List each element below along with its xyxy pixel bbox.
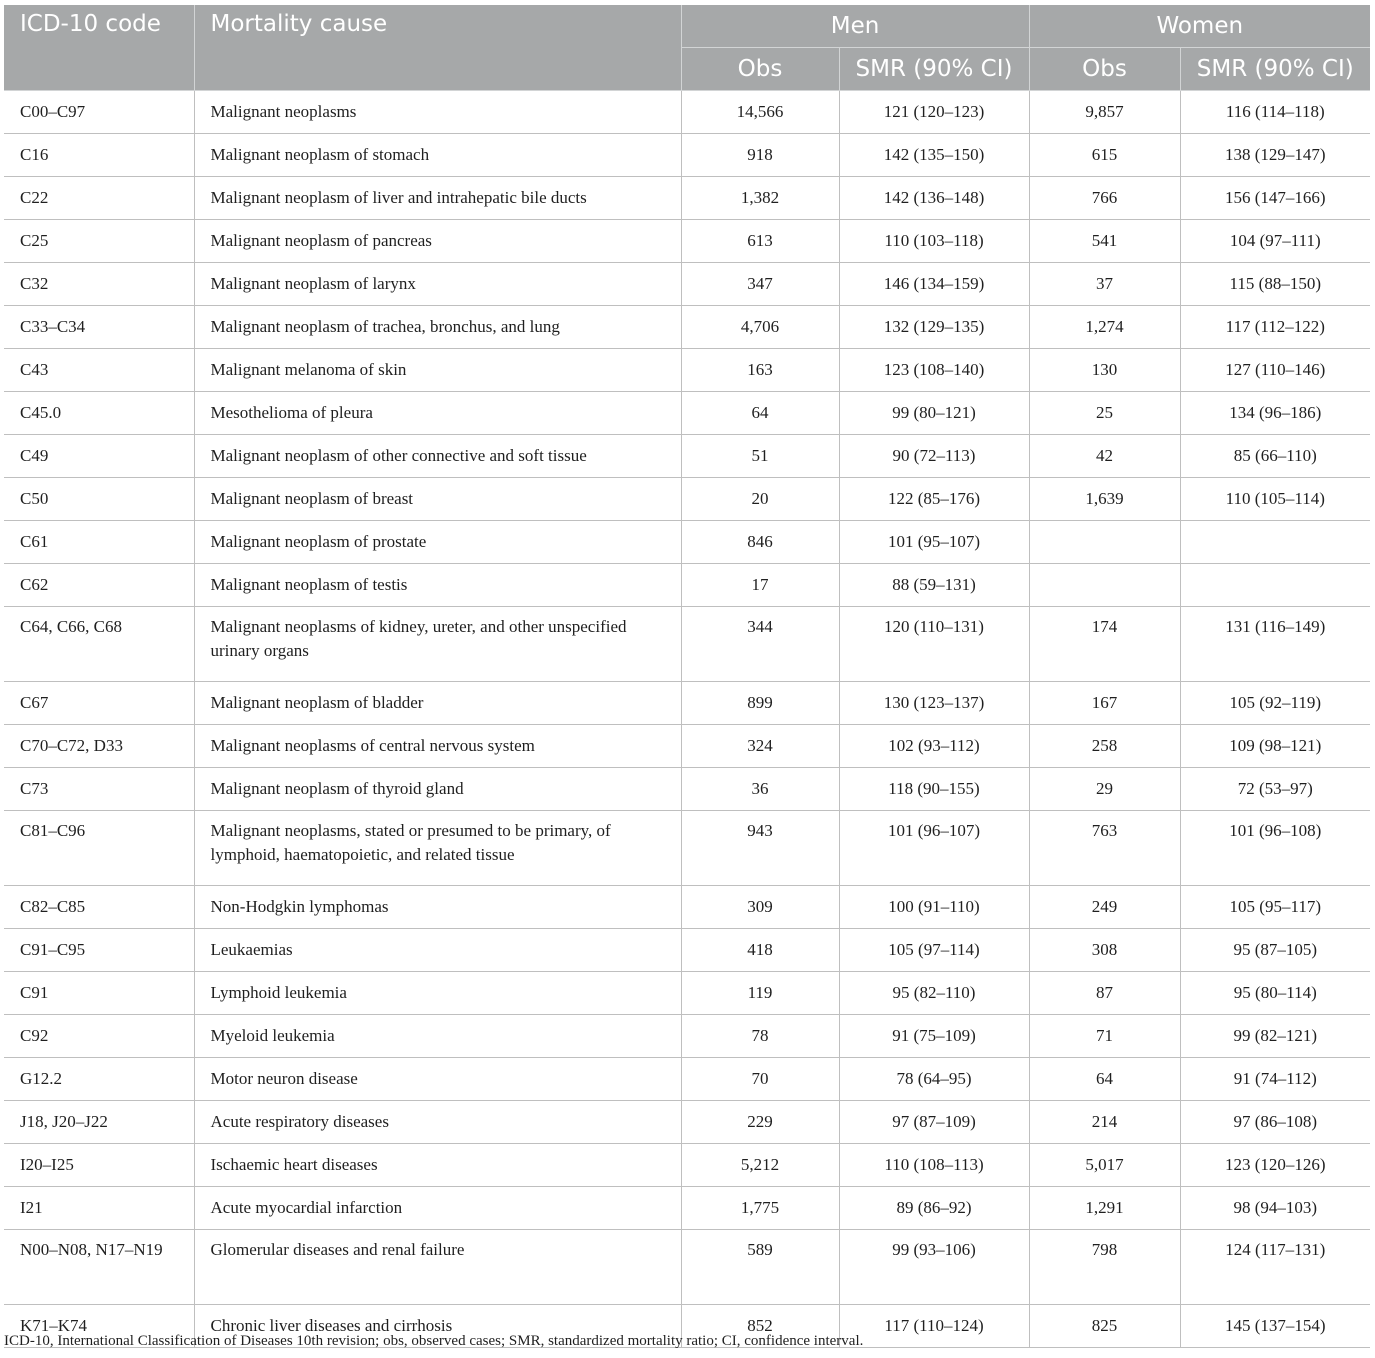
table-row <box>4 1187 1370 1230</box>
women-obs-cell: 1,274 <box>1029 306 1180 349</box>
header-men: Men <box>681 5 1029 48</box>
men-smr-cell: 89 (86–92) <box>839 1187 1029 1230</box>
men-obs-cell: 1,382 <box>681 177 839 220</box>
mortality-cause-cell: Malignant neoplasm of prostate <box>194 521 681 564</box>
women-smr-cell <box>1180 564 1370 607</box>
men-smr-cell: 123 (108–140) <box>839 349 1029 392</box>
men-obs-cell: 1,775 <box>681 1187 839 1230</box>
men-smr-cell: 118 (90–155) <box>839 768 1029 811</box>
mortality-cause-cell: Malignant neoplasm of trachea, bronchus, and lung <box>194 306 681 349</box>
men-smr-cell: 110 (103–118) <box>839 220 1029 263</box>
mortality-cause-cell: Malignant neoplasm of stomach <box>194 134 681 177</box>
men-obs-cell: 899 <box>681 682 839 725</box>
table-row <box>4 263 1370 306</box>
women-obs-cell: 87 <box>1029 972 1180 1015</box>
table-header <box>4 5 1370 91</box>
men-obs-cell: 163 <box>681 349 839 392</box>
women-smr-cell: 124 (117–131) <box>1180 1230 1370 1305</box>
women-smr-cell: 116 (114–118) <box>1180 91 1370 134</box>
women-obs-cell <box>1029 564 1180 607</box>
table-row <box>4 768 1370 811</box>
women-smr-cell: 85 (66–110) <box>1180 435 1370 478</box>
table-row <box>4 1101 1370 1144</box>
table-row <box>4 349 1370 392</box>
icd-code-cell: C43 <box>4 349 194 392</box>
women-smr-cell: 138 (129–147) <box>1180 134 1370 177</box>
women-smr-cell: 105 (92–119) <box>1180 682 1370 725</box>
table-row <box>4 435 1370 478</box>
mortality-cause-cell: Acute myocardial infarction <box>194 1187 681 1230</box>
men-obs-cell: 852 <box>681 1305 839 1348</box>
men-obs-cell: 119 <box>681 972 839 1015</box>
table-row <box>4 1144 1370 1187</box>
mortality-cause-cell: Glomerular diseases and renal failure <box>194 1230 681 1305</box>
mortality-cause-cell: Malignant neoplasm of liver and intrahepatic bile ducts <box>194 177 681 220</box>
men-obs-cell: 846 <box>681 521 839 564</box>
men-obs-cell: 5,212 <box>681 1144 839 1187</box>
women-obs-cell: 25 <box>1029 392 1180 435</box>
icd-code-cell: C81–C96 <box>4 811 194 886</box>
men-smr-cell: 99 (93–106) <box>839 1230 1029 1305</box>
men-obs-cell: 36 <box>681 768 839 811</box>
header-women: Women <box>1029 5 1370 48</box>
mortality-table <box>4 5 1370 1348</box>
men-obs-cell: 324 <box>681 725 839 768</box>
mortality-cause-cell: Motor neuron disease <box>194 1058 681 1101</box>
men-smr-cell: 142 (135–150) <box>839 134 1029 177</box>
icd-code-cell: C91 <box>4 972 194 1015</box>
men-smr-cell: 122 (85–176) <box>839 478 1029 521</box>
women-smr-cell: 123 (120–126) <box>1180 1144 1370 1187</box>
men-smr-cell: 110 (108–113) <box>839 1144 1029 1187</box>
icd-code-cell: C61 <box>4 521 194 564</box>
icd-code-cell: C00–C97 <box>4 91 194 134</box>
men-obs-cell: 589 <box>681 1230 839 1305</box>
table-row <box>4 564 1370 607</box>
icd-code-cell: J18, J20–J22 <box>4 1101 194 1144</box>
women-obs-cell: 71 <box>1029 1015 1180 1058</box>
men-obs-cell: 344 <box>681 607 839 682</box>
mortality-cause-cell: Malignant neoplasm of testis <box>194 564 681 607</box>
women-obs-cell: 825 <box>1029 1305 1180 1348</box>
mortality-cause-cell: Acute respiratory diseases <box>194 1101 681 1144</box>
icd-code-cell: K71–K74 <box>4 1305 194 1348</box>
men-obs-cell: 229 <box>681 1101 839 1144</box>
men-smr-cell: 100 (91–110) <box>839 886 1029 929</box>
mortality-cause-cell: Myeloid leukemia <box>194 1015 681 1058</box>
women-smr-cell: 104 (97–111) <box>1180 220 1370 263</box>
men-smr-cell: 105 (97–114) <box>839 929 1029 972</box>
men-obs-cell: 78 <box>681 1015 839 1058</box>
women-obs-cell: 130 <box>1029 349 1180 392</box>
men-obs-cell: 14,566 <box>681 91 839 134</box>
men-smr-cell: 95 (82–110) <box>839 972 1029 1015</box>
mortality-cause-cell: Ischaemic heart diseases <box>194 1144 681 1187</box>
icd-code-cell: C92 <box>4 1015 194 1058</box>
icd-code-cell: C25 <box>4 220 194 263</box>
men-smr-cell: 78 (64–95) <box>839 1058 1029 1101</box>
table-row <box>4 1058 1370 1101</box>
icd-code-cell: C73 <box>4 768 194 811</box>
icd-code-cell: G12.2 <box>4 1058 194 1101</box>
women-smr-cell <box>1180 521 1370 564</box>
women-smr-cell: 131 (116–149) <box>1180 607 1370 682</box>
women-obs-cell: 167 <box>1029 682 1180 725</box>
table-row <box>4 220 1370 263</box>
women-smr-cell: 101 (96–108) <box>1180 811 1370 886</box>
men-smr-cell: 146 (134–159) <box>839 263 1029 306</box>
icd-code-cell: C91–C95 <box>4 929 194 972</box>
men-obs-cell: 70 <box>681 1058 839 1101</box>
table-row <box>4 91 1370 134</box>
icd-code-cell: C49 <box>4 435 194 478</box>
women-smr-cell: 127 (110–146) <box>1180 349 1370 392</box>
header-women-obs: Obs <box>1029 48 1180 91</box>
icd-code-cell: C64, C66, C68 <box>4 607 194 682</box>
table-row <box>4 811 1370 886</box>
women-obs-cell: 37 <box>1029 263 1180 306</box>
women-obs-cell: 308 <box>1029 929 1180 972</box>
women-smr-cell: 97 (86–108) <box>1180 1101 1370 1144</box>
table-row <box>4 607 1370 682</box>
women-obs-cell: 1,291 <box>1029 1187 1180 1230</box>
table-footnote: ICD-10, International Classification of Diseases 10th revision; obs, observed cases; SMR, standardized mortality ratio; CI, confidence interval. <box>4 1333 864 1349</box>
men-obs-cell: 20 <box>681 478 839 521</box>
men-smr-cell: 99 (80–121) <box>839 392 1029 435</box>
mortality-cause-cell: Malignant melanoma of skin <box>194 349 681 392</box>
women-smr-cell: 95 (80–114) <box>1180 972 1370 1015</box>
header-women-smr: SMR (90% CI) <box>1180 48 1370 91</box>
mortality-cause-cell: Lymphoid leukemia <box>194 972 681 1015</box>
mortality-cause-cell: Malignant neoplasm of pancreas <box>194 220 681 263</box>
mortality-cause-cell: Malignant neoplasm of breast <box>194 478 681 521</box>
men-obs-cell: 51 <box>681 435 839 478</box>
women-obs-cell <box>1029 521 1180 564</box>
table-row <box>4 134 1370 177</box>
mortality-cause-cell: Malignant neoplasms, stated or presumed to be primary, of lymphoid, haematopoietic, and related tissue <box>194 811 681 886</box>
mortality-cause-cell: Malignant neoplasm of other connective and soft tissue <box>194 435 681 478</box>
women-smr-cell: 95 (87–105) <box>1180 929 1370 972</box>
men-smr-cell: 120 (110–131) <box>839 607 1029 682</box>
table-row <box>4 306 1370 349</box>
women-obs-cell: 9,857 <box>1029 91 1180 134</box>
table-row <box>4 392 1370 435</box>
men-obs-cell: 17 <box>681 564 839 607</box>
women-smr-cell: 115 (88–150) <box>1180 263 1370 306</box>
women-obs-cell: 64 <box>1029 1058 1180 1101</box>
men-obs-cell: 418 <box>681 929 839 972</box>
icd-code-cell: C16 <box>4 134 194 177</box>
women-obs-cell: 766 <box>1029 177 1180 220</box>
women-obs-cell: 5,017 <box>1029 1144 1180 1187</box>
mortality-cause-cell: Malignant neoplasms <box>194 91 681 134</box>
women-obs-cell: 798 <box>1029 1230 1180 1305</box>
men-obs-cell: 918 <box>681 134 839 177</box>
women-smr-cell: 145 (137–154) <box>1180 1305 1370 1348</box>
icd-code-cell: I20–I25 <box>4 1144 194 1187</box>
icd-code-cell: C32 <box>4 263 194 306</box>
men-obs-cell: 64 <box>681 392 839 435</box>
women-smr-cell: 99 (82–121) <box>1180 1015 1370 1058</box>
icd-code-cell: C33–C34 <box>4 306 194 349</box>
icd-code-cell: C50 <box>4 478 194 521</box>
table-row <box>4 1015 1370 1058</box>
table-row <box>4 972 1370 1015</box>
table-body <box>4 91 1370 1348</box>
mortality-cause-cell: Non-Hodgkin lymphomas <box>194 886 681 929</box>
mortality-cause-cell: Malignant neoplasm of bladder <box>194 682 681 725</box>
men-obs-cell: 943 <box>681 811 839 886</box>
women-smr-cell: 156 (147–166) <box>1180 177 1370 220</box>
table-row <box>4 177 1370 220</box>
men-smr-cell: 132 (129–135) <box>839 306 1029 349</box>
icd-code-cell: C62 <box>4 564 194 607</box>
men-obs-cell: 4,706 <box>681 306 839 349</box>
mortality-cause-cell: Malignant neoplasm of thyroid gland <box>194 768 681 811</box>
women-obs-cell: 29 <box>1029 768 1180 811</box>
men-smr-cell: 101 (95–107) <box>839 521 1029 564</box>
icd-code-cell: C70–C72, D33 <box>4 725 194 768</box>
men-smr-cell: 101 (96–107) <box>839 811 1029 886</box>
icd-code-cell: C82–C85 <box>4 886 194 929</box>
mortality-cause-cell: Mesothelioma of pleura <box>194 392 681 435</box>
mortality-cause-cell: Chronic liver diseases and cirrhosis <box>194 1305 681 1348</box>
women-smr-cell: 91 (74–112) <box>1180 1058 1370 1101</box>
women-smr-cell: 105 (95–117) <box>1180 886 1370 929</box>
men-smr-cell: 90 (72–113) <box>839 435 1029 478</box>
women-obs-cell: 541 <box>1029 220 1180 263</box>
icd-code-cell: I21 <box>4 1187 194 1230</box>
women-obs-cell: 214 <box>1029 1101 1180 1144</box>
women-smr-cell: 110 (105–114) <box>1180 478 1370 521</box>
table-row <box>4 521 1370 564</box>
women-smr-cell: 109 (98–121) <box>1180 725 1370 768</box>
men-smr-cell: 91 (75–109) <box>839 1015 1029 1058</box>
icd-code-cell: N00–N08, N17–N19 <box>4 1230 194 1305</box>
header-men-obs: Obs <box>681 48 839 91</box>
women-obs-cell: 42 <box>1029 435 1180 478</box>
men-obs-cell: 309 <box>681 886 839 929</box>
women-obs-cell: 763 <box>1029 811 1180 886</box>
mortality-cause-cell: Malignant neoplasm of larynx <box>194 263 681 306</box>
women-smr-cell: 72 (53–97) <box>1180 768 1370 811</box>
mortality-cause-cell: Leukaemias <box>194 929 681 972</box>
men-smr-cell: 97 (87–109) <box>839 1101 1029 1144</box>
header-icd-code: ICD-10 code <box>4 5 194 91</box>
men-obs-cell: 613 <box>681 220 839 263</box>
women-smr-cell: 98 (94–103) <box>1180 1187 1370 1230</box>
women-obs-cell: 615 <box>1029 134 1180 177</box>
table-row <box>4 478 1370 521</box>
men-smr-cell: 102 (93–112) <box>839 725 1029 768</box>
icd-code-cell: C67 <box>4 682 194 725</box>
women-obs-cell: 174 <box>1029 607 1180 682</box>
header-men-smr: SMR (90% CI) <box>839 48 1029 91</box>
table-row <box>4 929 1370 972</box>
men-smr-cell: 142 (136–148) <box>839 177 1029 220</box>
women-smr-cell: 117 (112–122) <box>1180 306 1370 349</box>
women-obs-cell: 258 <box>1029 725 1180 768</box>
women-obs-cell: 1,639 <box>1029 478 1180 521</box>
women-smr-cell: 134 (96–186) <box>1180 392 1370 435</box>
icd-code-cell: C22 <box>4 177 194 220</box>
men-obs-cell: 347 <box>681 263 839 306</box>
mortality-cause-cell: Malignant neoplasms of central nervous system <box>194 725 681 768</box>
men-smr-cell: 130 (123–137) <box>839 682 1029 725</box>
table-row <box>4 886 1370 929</box>
mortality-cause-cell: Malignant neoplasms of kidney, ureter, and other unspecified urinary organs <box>194 607 681 682</box>
table-row <box>4 682 1370 725</box>
men-smr-cell: 121 (120–123) <box>839 91 1029 134</box>
header-mortality-cause: Mortality cause <box>194 5 681 91</box>
table-row <box>4 1230 1370 1305</box>
icd-code-cell: C45.0 <box>4 392 194 435</box>
table-row <box>4 725 1370 768</box>
men-smr-cell: 88 (59–131) <box>839 564 1029 607</box>
women-obs-cell: 249 <box>1029 886 1180 929</box>
men-smr-cell: 117 (110–124) <box>839 1305 1029 1348</box>
